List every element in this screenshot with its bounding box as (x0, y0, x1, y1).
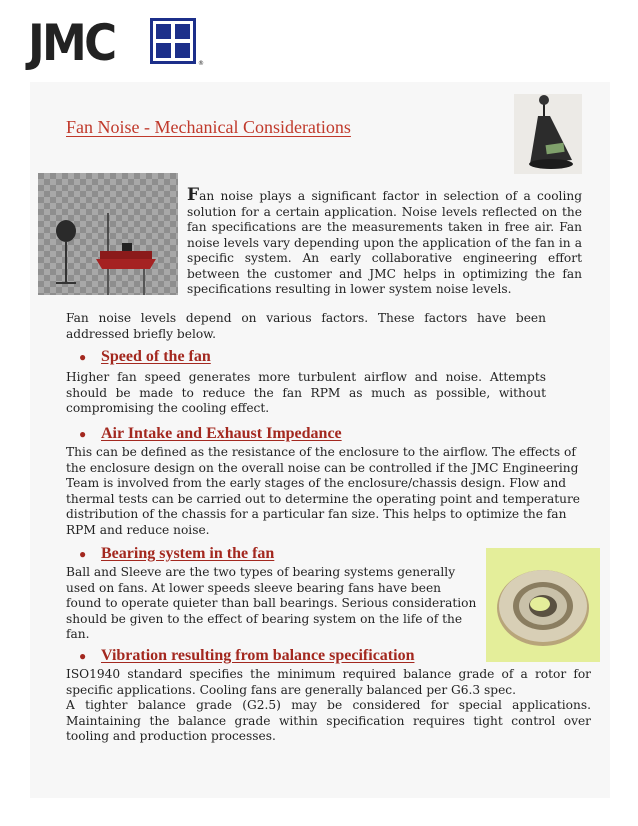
heading-vibration (79, 647, 414, 665)
logo-text: JMC (28, 14, 115, 72)
heading-air-intake (79, 425, 342, 443)
heading-bearing (79, 545, 274, 563)
ball-bearing-image (486, 548, 600, 662)
intro-drop-cap: F (187, 185, 200, 205)
bullet-icon: ● (79, 350, 87, 364)
bullet-icon: ● (79, 649, 87, 663)
factors-paragraph: Fan noise levels depend on various factors. These factors have been addressed briefly below. (66, 311, 546, 341)
vibration-line-1: ISO1940 standard specifies the minimum required balance grade of a rotor for specific applications. Cooling fans are generally balanced per G6.3 spec. (66, 667, 591, 697)
heading-bearing-label: Bearing system in the fan (101, 545, 275, 562)
vibration-paragraph (66, 667, 591, 745)
bullet-icon: ● (79, 427, 87, 441)
heading-speed-label: Speed of the fan (101, 348, 211, 365)
heading-vibration-label: Vibration resulting from balance specification (101, 647, 415, 664)
logo-icon (150, 18, 196, 68)
heading-speed (79, 348, 211, 366)
registered-mark: ® (198, 60, 204, 67)
heading-air-intake-label: Air Intake and Exhaust Impedance (101, 425, 342, 442)
anechoic-chamber-image (38, 173, 178, 295)
intro-paragraph (187, 185, 582, 298)
intro-text: an noise plays a significant factor in selection of a cooling solution for a certain application. Noise levels reflected on the fan specifications are the measurements taken in free air. Fan noise levels vary depending upon the application of the fan in a specific system. An early collaborative engineering effort between the customer and JMC helps in optimizing the fan specifications resulting in lower system noise levels. (187, 189, 582, 296)
vibration-line-2: A tighter balance grade (G2.5) may be considered for special applications. Maintaining the balance grade within specification requires tight control over tooling and production processes. (66, 698, 591, 743)
page-title: Fan Noise - Mechanical Considerations (66, 117, 351, 137)
header (0, 0, 638, 82)
bullet-icon: ● (79, 547, 87, 561)
bearing-paragraph: Ball and Sleeve are the two types of bearing systems generally used on fans. At lower speeds sleeve bearing fans have been found to operate quieter than ball bearings. Serious consideration should be given to the effect of bearing system on the life of the fan. (66, 565, 477, 641)
air-intake-paragraph: This can be defined as the resistance of the enclosure to the airflow. The effects of the enclosure design on the overall noise can be controlled if the JMC Engineering Team is involved from the early stages of the enclosure/chassis design. Flow and thermal tests can be carried out to determine the operating point and temperature distribution of the chassis for a particular fan size. This helps to optimize the fan RPM and reduce noise. (66, 445, 581, 537)
sound-meter-image (514, 94, 582, 174)
speed-paragraph: Higher fan speed generates more turbulent airflow and noise. Attempts should be made to reduce the fan RPM as much as possible, without compromising the cooling effect. (66, 370, 546, 415)
